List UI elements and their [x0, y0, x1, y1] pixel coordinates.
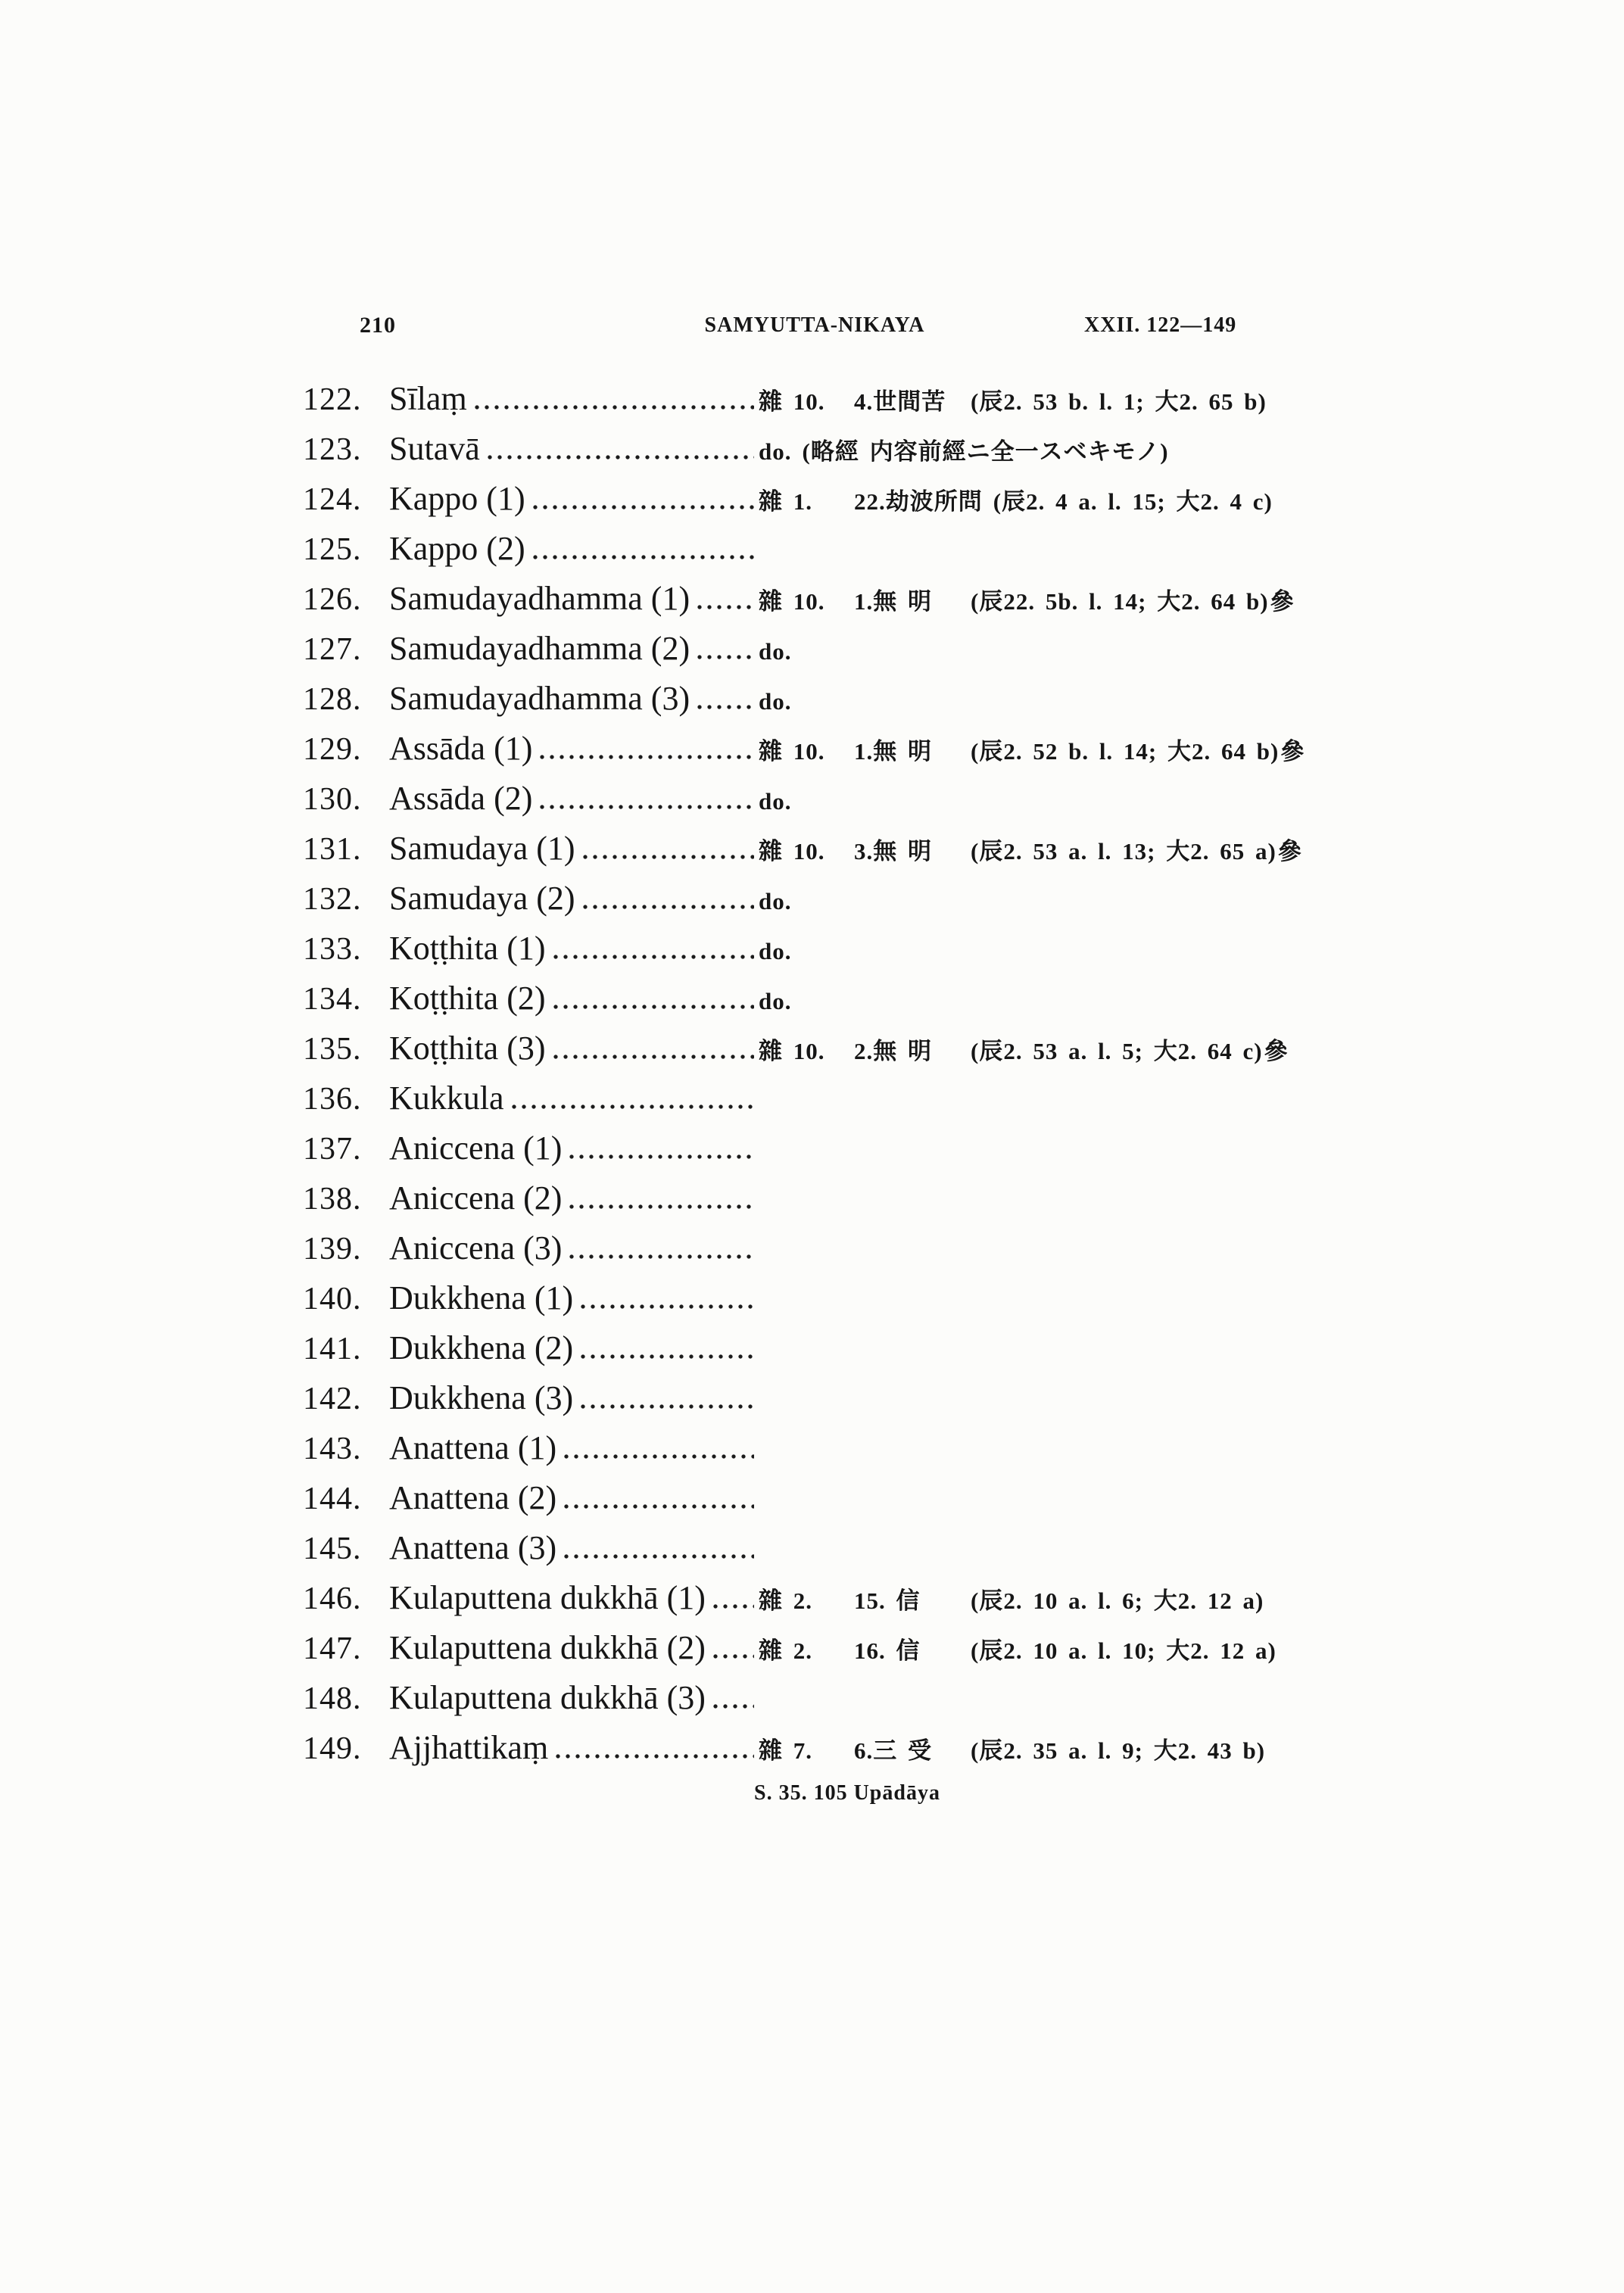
- entry-title: Koṭṭhita (2): [389, 980, 546, 1017]
- leader-dots: [697, 705, 754, 709]
- entry-row: [303, 774, 1514, 824]
- sutra-number-title: 22.劫波所問: [854, 488, 983, 515]
- leader-dots: [564, 1454, 754, 1459]
- entry-row: [303, 1523, 1514, 1573]
- edition-location: (略經 内容前經ニ全一スベキモノ): [802, 438, 1169, 465]
- agama-source: 雜 1.: [759, 488, 812, 515]
- edition-location: (辰22. 5b. l. 14; 大2. 64 b): [971, 588, 1269, 615]
- entry-title-leader: [389, 1723, 754, 1773]
- entry-number: 138.: [303, 1182, 362, 1217]
- entry-number: 126.: [303, 582, 362, 617]
- entry-title: Kulaputtena dukkhā (3): [389, 1679, 706, 1716]
- agama-source: 雜 10.: [759, 838, 825, 865]
- edition-location: (辰2. 53 a. l. 5; 大2. 64 c): [971, 1038, 1263, 1064]
- entry-title-leader: [389, 1473, 754, 1523]
- parallel-reference: [759, 677, 803, 727]
- leader-dots: [697, 605, 754, 609]
- entry-title: Kappo (2): [389, 530, 525, 567]
- entry-title: Anattena (3): [389, 1529, 557, 1566]
- entry-title-leader: [389, 724, 754, 774]
- entry-title-leader: [389, 874, 754, 924]
- entry-row: [303, 1323, 1514, 1373]
- parallel-reference: [759, 1576, 1264, 1626]
- leader-dots: [697, 655, 754, 659]
- entry-title: Assāda (2): [389, 780, 533, 817]
- leader-dots: [569, 1204, 754, 1209]
- entry-title-leader: [389, 1273, 754, 1323]
- entry-row: [303, 1673, 1514, 1723]
- entry-title-leader: [389, 1073, 754, 1123]
- entry-number: 136.: [303, 1082, 362, 1117]
- entry-title: Anattena (2): [389, 1479, 557, 1516]
- entry-number: 131.: [303, 832, 362, 867]
- entry-title: Kulaputtena dukkhā (1): [389, 1579, 706, 1616]
- entry-row: [303, 374, 1514, 424]
- entry-title: Sutavā: [389, 430, 480, 467]
- entry-row: [303, 1623, 1514, 1673]
- leader-dots: [569, 1154, 754, 1159]
- entry-number: 137.: [303, 1132, 362, 1167]
- agama-source: 雜 10.: [759, 388, 825, 415]
- entry-number: 142.: [303, 1382, 362, 1416]
- leader-dots: [581, 1404, 754, 1409]
- edition-location: (辰2. 35 a. l. 9; 大2. 43 b): [971, 1737, 1266, 1764]
- entry-row: [303, 524, 1514, 574]
- agama-source: do.: [759, 788, 792, 815]
- entry-number: 149.: [303, 1731, 362, 1766]
- compare-mark: 參: [1280, 738, 1305, 765]
- leader-dots: [540, 755, 754, 759]
- entry-row: [303, 624, 1514, 674]
- edition-location: (辰2. 53 b. l. 1; 大2. 65 b): [971, 388, 1267, 415]
- entry-title-leader: [389, 1423, 754, 1473]
- parallel-reference: [759, 827, 1302, 877]
- entry-number: 129.: [303, 732, 362, 767]
- entry-row: [303, 1473, 1514, 1523]
- entry-title-leader: [389, 1573, 754, 1623]
- footnote: S. 35. 105 Upādāya: [754, 1781, 940, 1805]
- entry-title: Aniccena (1): [389, 1129, 563, 1167]
- leader-dots: [556, 1754, 754, 1759]
- entry-title-leader: [389, 924, 754, 974]
- entry-title: Aniccena (3): [389, 1229, 563, 1266]
- entry-row: [303, 574, 1514, 624]
- section-range: XXII. 122—149: [1084, 313, 1237, 337]
- entry-title-leader: [389, 1623, 754, 1673]
- agama-source: 雜 2.: [759, 1587, 812, 1614]
- entry-title: Sīlaṃ: [389, 380, 467, 417]
- leader-dots: [713, 1604, 754, 1609]
- entry-number: 130.: [303, 782, 362, 817]
- leader-dots: [581, 1354, 754, 1359]
- entry-number: 147.: [303, 1631, 362, 1666]
- entry-row: [303, 724, 1514, 774]
- agama-source: 雜 10.: [759, 588, 825, 615]
- entry-row: [303, 674, 1514, 724]
- parallel-reference: [759, 1027, 1289, 1076]
- entry-row: [303, 1223, 1514, 1273]
- entry-number: 148.: [303, 1681, 362, 1716]
- entry-title: Ajjhattikaṃ: [389, 1729, 549, 1766]
- leader-dots: [713, 1654, 754, 1659]
- parallel-reference: [759, 1626, 1276, 1676]
- sutra-number-title: 2.無 明: [854, 1038, 932, 1064]
- entry-row: [303, 974, 1514, 1023]
- entry-number: 140.: [303, 1282, 362, 1316]
- compare-mark: 參: [1264, 1038, 1289, 1064]
- edition-location: (辰2. 53 a. l. 13; 大2. 65 a): [971, 838, 1276, 865]
- entry-number: 144.: [303, 1481, 362, 1516]
- parallel-reference: [759, 927, 803, 977]
- entry-number: 134.: [303, 982, 362, 1017]
- leader-dots: [583, 855, 754, 859]
- sutra-number-title: 4.世間苦: [854, 388, 946, 415]
- sutra-number-title: 3.無 明: [854, 838, 932, 865]
- agama-source: do.: [759, 988, 792, 1014]
- parallel-reference: [759, 727, 1304, 777]
- agama-source: 雜 10.: [759, 1038, 825, 1064]
- leader-dots: [533, 505, 754, 509]
- parallel-reference: [759, 477, 1273, 527]
- entry-number: 123.: [303, 432, 362, 467]
- sutra-number-title: 16. 信: [854, 1637, 921, 1664]
- agama-source: do.: [759, 938, 792, 964]
- leader-dots: [475, 405, 754, 410]
- entry-title-leader: [389, 1023, 754, 1073]
- entry-title-leader: [389, 374, 754, 424]
- running-title: SAMYUTTA-NIKAYA: [704, 313, 925, 337]
- compare-mark: 參: [1277, 838, 1302, 865]
- edition-location: (辰2. 10 a. l. 6; 大2. 12 a): [971, 1587, 1264, 1614]
- entry-title-leader: [389, 674, 754, 724]
- leader-dots: [564, 1554, 754, 1559]
- entry-row: [303, 1273, 1514, 1323]
- parallel-reference: [759, 777, 803, 827]
- entry-title-leader: [389, 974, 754, 1023]
- agama-source: do.: [759, 438, 792, 465]
- entry-row: [303, 1173, 1514, 1223]
- entry-row: [303, 1123, 1514, 1173]
- entry-title-leader: [389, 1123, 754, 1173]
- leader-dots: [488, 455, 754, 460]
- leader-dots: [540, 805, 754, 809]
- agama-source: 雜 7.: [759, 1737, 812, 1764]
- leader-dots: [533, 555, 754, 559]
- agama-source: do.: [759, 688, 792, 715]
- entry-title-leader: [389, 1223, 754, 1273]
- entry-title-leader: [389, 1673, 754, 1723]
- entry-number: 122.: [303, 382, 362, 417]
- entry-row: [303, 1423, 1514, 1473]
- entry-number: 124.: [303, 482, 362, 517]
- entry-title: Dukkhena (3): [389, 1379, 574, 1416]
- parallel-reference: [759, 627, 803, 677]
- entry-number: 132.: [303, 882, 362, 917]
- parallel-reference: [759, 577, 1295, 627]
- entry-number: 133.: [303, 932, 362, 967]
- entry-number: 125.: [303, 532, 362, 567]
- edition-location: (辰2. 52 b. l. 14; 大2. 64 b): [971, 738, 1280, 765]
- entry-title: Samudaya (2): [389, 880, 575, 917]
- entry-row: [303, 424, 1514, 474]
- entry-title: Kappo (1): [389, 480, 525, 517]
- page-number: 210: [360, 313, 396, 338]
- leader-dots: [553, 1005, 754, 1009]
- leader-dots: [713, 1704, 754, 1709]
- entry-title-leader: [389, 1373, 754, 1423]
- compare-mark: 參: [1270, 588, 1295, 615]
- leader-dots: [553, 1055, 754, 1059]
- entry-title-leader: [389, 774, 754, 824]
- entry-row: [303, 1023, 1514, 1073]
- entry-title-leader: [389, 574, 754, 624]
- entry-title-leader: [389, 524, 754, 574]
- sutra-number-title: 15. 信: [854, 1587, 921, 1614]
- entry-number: 139.: [303, 1232, 362, 1266]
- entry-title: Samudaya (1): [389, 830, 575, 867]
- entry-title: Aniccena (2): [389, 1179, 563, 1217]
- parallel-reference: [759, 977, 803, 1027]
- entry-row: [303, 874, 1514, 924]
- entry-title-leader: [389, 424, 754, 474]
- entry-title: Kulaputtena dukkhā (2): [389, 1629, 706, 1666]
- entry-title: Samudayadhamma (2): [389, 630, 690, 667]
- entry-title-leader: [389, 824, 754, 874]
- entry-title-leader: [389, 1173, 754, 1223]
- entry-title: Samudayadhamma (1): [389, 580, 690, 617]
- entry-row: [303, 1573, 1514, 1623]
- edition-location: (辰2. 4 a. l. 15; 大2. 4 c): [993, 488, 1273, 515]
- entry-number: 128.: [303, 682, 362, 717]
- entry-row: [303, 1723, 1514, 1773]
- parallel-reference: [759, 1726, 1265, 1776]
- entry-row: [303, 1073, 1514, 1123]
- sutra-number-title: 1.無 明: [854, 738, 932, 765]
- sutra-number-title: 6.三 受: [854, 1737, 932, 1764]
- entry-title: Koṭṭhita (1): [389, 930, 546, 967]
- entry-title: Dukkhena (1): [389, 1279, 574, 1316]
- entry-row: [303, 474, 1514, 524]
- agama-source: do.: [759, 888, 792, 914]
- entry-title-leader: [389, 1523, 754, 1573]
- entry-row: [303, 824, 1514, 874]
- leader-dots: [583, 905, 754, 909]
- leader-dots: [564, 1504, 754, 1509]
- parallel-reference: [759, 377, 1267, 427]
- entry-title: Kukkula: [389, 1080, 504, 1117]
- sutta-list: [303, 374, 1514, 1773]
- entry-title-leader: [389, 474, 754, 524]
- entry-title-leader: [389, 624, 754, 674]
- entry-number: 135.: [303, 1032, 362, 1067]
- entry-title: Samudayadhamma (3): [389, 680, 690, 717]
- entry-title: Anattena (1): [389, 1429, 557, 1466]
- leader-dots: [581, 1304, 754, 1309]
- entry-title: Dukkhena (2): [389, 1329, 574, 1366]
- entry-number: 141.: [303, 1332, 362, 1366]
- entry-number: 143.: [303, 1432, 362, 1466]
- entry-number: 146.: [303, 1581, 362, 1616]
- agama-source: 雜 10.: [759, 738, 825, 765]
- parallel-reference: [759, 877, 803, 927]
- entry-row: [303, 1373, 1514, 1423]
- entry-number: 145.: [303, 1531, 362, 1566]
- leader-dots: [553, 955, 754, 959]
- parallel-reference: [759, 427, 1169, 477]
- entry-number: 127.: [303, 632, 362, 667]
- agama-source: do.: [759, 638, 792, 665]
- entry-title: Assāda (1): [389, 730, 533, 767]
- leader-dots: [512, 1104, 754, 1109]
- entry-title: Koṭṭhita (3): [389, 1030, 546, 1067]
- leader-dots: [569, 1254, 754, 1259]
- agama-source: 雜 2.: [759, 1637, 812, 1664]
- edition-location: (辰2. 10 a. l. 10; 大2. 12 a): [971, 1637, 1276, 1664]
- sutra-number-title: 1.無 明: [854, 588, 932, 615]
- entry-title-leader: [389, 1323, 754, 1373]
- entry-row: [303, 924, 1514, 974]
